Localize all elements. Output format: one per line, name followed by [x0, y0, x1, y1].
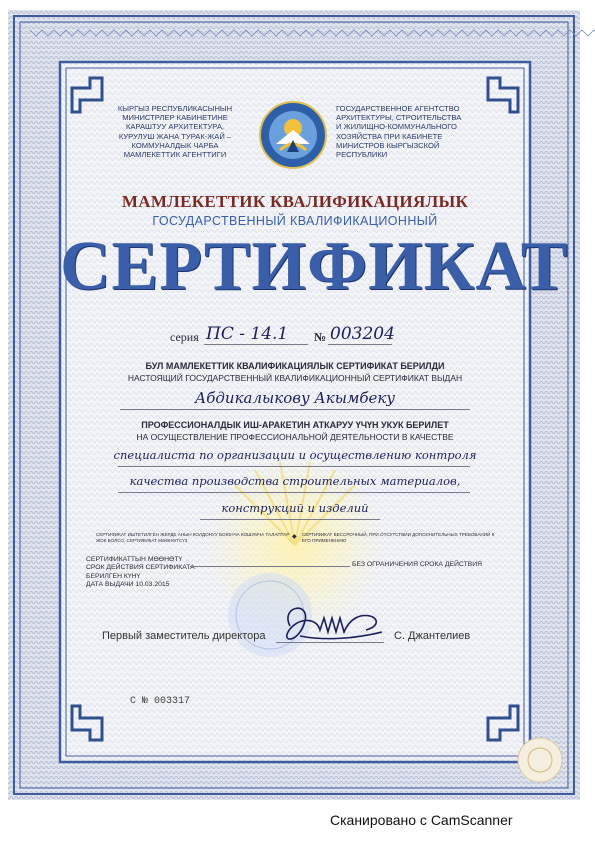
header-left-line: КАРАШТУУ АРХИТЕКТУРА, — [125, 122, 225, 132]
holder-underline — [120, 409, 470, 410]
issued-date-line — [86, 581, 195, 589]
series-underline — [204, 344, 308, 345]
handwritten-signature — [270, 596, 390, 656]
series-value: ПС - 14.1 — [206, 324, 289, 344]
activity-underline-1 — [118, 466, 470, 467]
header-left-line: КУРУЛУШ ЖАНА ТУРАК-ЖАЙ – — [118, 131, 232, 141]
number-underline — [328, 344, 392, 345]
header-left-line: КОММУНАЛДЫК ЧАРБА — [131, 140, 219, 150]
signatory-title: Первый заместитель директора — [102, 630, 266, 642]
main-title: СЕРТИФИКАТ — [60, 228, 569, 305]
kyrgyz-emblem-icon — [258, 100, 328, 170]
activity-line-1: специалиста по организации и осуществлению контроля — [113, 448, 477, 462]
header-right-line: РЕСПУБЛИКИ — [336, 150, 388, 160]
issued-ru-line: НАСТОЯЩИЙ ГОСУДАРСТВЕННЫЙ КВАЛИФИКАЦИОННЫЙ СЕРТИФИКАТ ВЫДАН — [127, 373, 463, 383]
header-right-agency — [336, 104, 486, 159]
validity-underline — [190, 566, 350, 567]
activity-underline-2 — [118, 492, 470, 493]
scanner-watermark: Сканировано с CamScanner — [330, 812, 513, 828]
activity-line-3: конструкций и изделий — [221, 501, 369, 515]
header-right-line: ГОСУДАРСТВЕННОЕ АГЕНТСТВО — [336, 104, 460, 113]
series-label: серия — [170, 330, 199, 344]
left-note: СЕРТИФИКАТ ИШТЕТИЛГЕН ЖЕРДЕ АНЫН КОЛДОНУУ БОЮНЧА КОШУМЧА ТАЛАПТАР ЖОК БОЛСО, СЕРТИФИКАТ МӨӨНӨТСҮЗ — [96, 532, 290, 543]
activity-kg-line: ПРОФЕССИОНАЛДЫК ИШ-АРАКЕТИН АТКАРУУ ҮЧҮН УКУК БЕРИЛЕТ — [141, 420, 449, 430]
kg-title: МАМЛЕКЕТТИК КВАЛИФИКАЦИЯЛЫК — [121, 192, 469, 211]
note-bullet-icon: ◆ — [292, 534, 297, 540]
header-left-line: КЫРГЫЗ РЕСПУБЛИКАСЫНЫН — [117, 104, 233, 113]
issued-kg-label: БЕРИЛГЕН КҮНҮ — [86, 572, 141, 580]
header-right-line: МИНИСТРОВ КЫРГЫЗСКОЙ — [336, 140, 440, 150]
number-label: № — [314, 330, 327, 344]
issued-date: 10.03.2015 — [135, 581, 170, 589]
holder-name: Абдикалыкову Акымбеку — [194, 389, 396, 407]
header-left-line: МАМЛЕКЕТТИК АГЕНТТИГИ — [123, 150, 227, 160]
header-left-line: МИНИСТРЛЕР КАБИНЕТИНЕ — [122, 113, 228, 123]
header-left-agency — [100, 104, 250, 159]
signatory-name: С. Джантелиев — [394, 630, 471, 642]
validity-value: БЕЗ ОГРАНИЧЕНИЯ СРОКА ДЕЙСТВИЯ — [352, 561, 483, 568]
number-value: 003204 — [330, 324, 395, 344]
issued-ru-label: ДАТА ВЫДАЧИ — [86, 581, 134, 589]
header-right-line: И ЖИЛИЩНО-КОММУНАЛЬНОГО — [336, 122, 457, 132]
validity-block — [86, 556, 195, 590]
header-right-line: ХОЗЯЙСТВА ПРИ КАБИНЕТЕ — [336, 131, 443, 141]
header-right-line: АРХИТЕКТУРЫ, СТРОИТЕЛЬСТВА — [336, 113, 462, 123]
activity-underline-3 — [200, 519, 380, 520]
validity-ru-label: СРОК ДЕЙСТВИЯ СЕРТИФИКАТА — [86, 564, 195, 572]
activity-line-2: качества производства строительных материалов, — [129, 474, 461, 488]
form-number: С № 003317 — [130, 696, 191, 707]
issued-kg-line: БУЛ МАМЛЕКЕТТИК КВАЛИФИКАЦИЯЛЫК СЕРТИФИКАТ БЕРИЛДИ — [145, 361, 445, 371]
validity-kg-label: СЕРТИФИКАТТЫН МӨӨНӨТҮ — [86, 556, 183, 563]
right-note: СЕРТИФИКАТ БЕССРОЧНЫЙ, ПРИ ОТСУТСТВИИ ДОПОЛНИТЕЛЬНЫХ ТРЕБОВАНИЙ К ЕГО ПРИМЕНЕНИЮ — [302, 532, 495, 543]
activity-ru-line: НА ОСУЩЕСТВЛЕНИЕ ПРОФЕССИОНАЛЬНОЙ ДЕЯТЕЛЬНОСТИ В КАЧЕСТВЕ — [136, 432, 454, 442]
ru-subtitle: ГОСУДАРСТВЕННЫЙ КВАЛИФИКАЦИОННЫЙ — [152, 214, 438, 228]
